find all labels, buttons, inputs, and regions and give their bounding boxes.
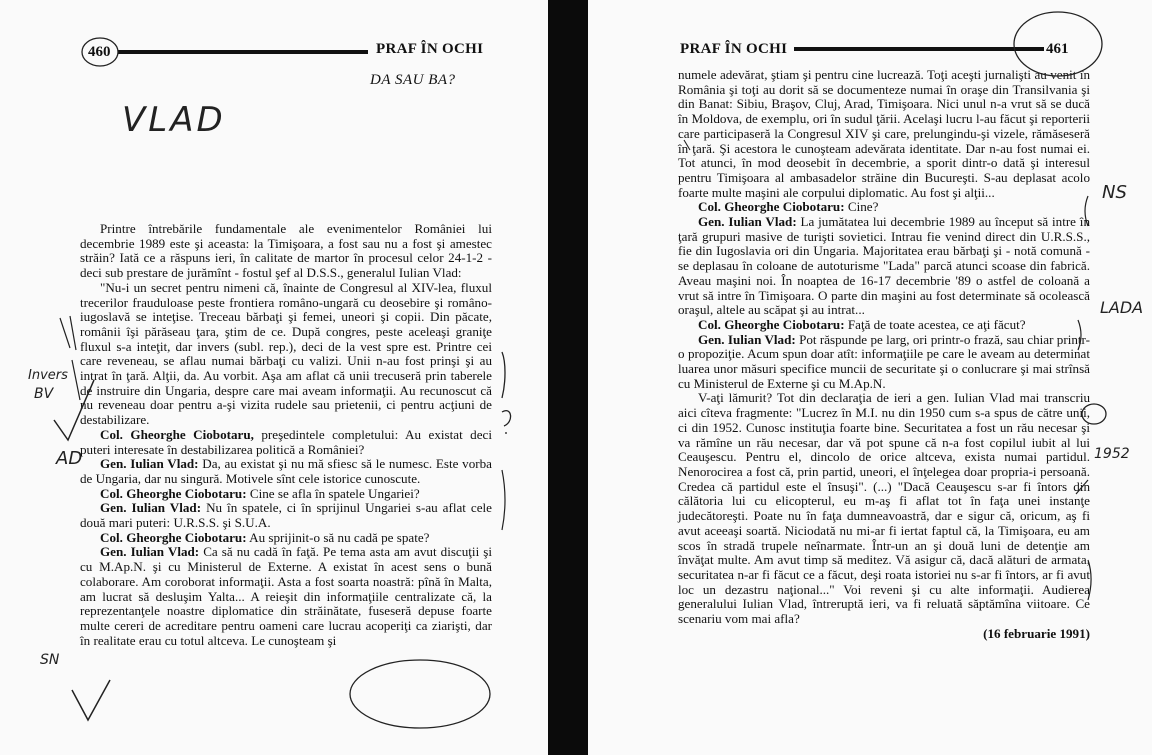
paragraph: Gen. Iulian Vlad: Pot răspunde pe larg, ori printr-o frază, sau chiar printr-o propoziţie. Acum spun doar atît: informaţiile pe care le aveam au determinat luarea unor măsuri specifice muncii de securitate şi o conlucrare şi mai strînsă cu Ministerul de Externe şi cu M.Ap.N. <box>678 331 1090 391</box>
page-number: 460 <box>88 44 111 60</box>
book-spine <box>548 0 588 755</box>
handwritten-note: SN <box>40 652 60 668</box>
header-rule <box>118 50 368 54</box>
running-title: PRAF ÎN OCHI <box>680 41 788 57</box>
left-page <box>0 0 548 755</box>
header-rule <box>794 47 1044 51</box>
paragraph: Gen. Iulian Vlad: Ca să nu cadă în faţă. Pe tema asta am avut discuţii şi cu M.Ap.N. şi cu Ministerul de Externe. A existat în acest sens o bună colaborare. Am coroborat informaţii. Asta a fost soarta noastră: pînă în Malta, am lucrat să desluşim Yalta... A reieşit din informaţiile centralizate că, la reprezentanţele noastre diplomatice din străinătate, fuseseră depuse foarte multe cereri de acreditare pentru oameni care lucrau acoperiţi ca ziarişti, dar în realitate erau cu totul altceva. Le cunoşteam şi <box>80 544 492 648</box>
handwritten-note: AD <box>56 448 83 469</box>
paragraph: Col. Gheorghe Ciobotaru: Faţă de toate acestea, ce aţi făcut? <box>698 316 1026 332</box>
paragraph: V-aţi lămurit? Tot din declaraţia de ieri a gen. Iulian Vlad mai transcriu aici cîteva fragmente: "Lucrez în M.I. nu din 1950 cum s-a spus de către unii, ci din 1952. Cunosc instituţia foarte bine. Securitatea a fost un rău necesar şi va rămîne un rău necesar, dar vă pot spune că n-a fost copilul iubit al lui Ceauşescu. Pentru el, dincolo de orice altceva, exista numai partidul. Nenorocirea a fost că, prin partid, uneori, el înţelegea doar propria-i persoană. Credea că partidul este el însuşi". (...) "Dacă Ceauşescu s-ar fi întors din călătoria lui cu elicopterul, eu m-aş fi aflat tot în faţa unei instanţe judecătoreşti. Poate nu în faţa dumneavoastră, dar e sigur că, oricum, aş fi avut aceeaşi soartă. Niciodată nu mi-ar fi iertat faptul că, la Timişoara, eu am scos în stradă trupele neînarmate. Într-un an şi două luni de detenţie am învăţat multe. Am avut timp să meditez. Vă asigur că, dacă alături de armata, securitatea n-ar fi făcut ce a făcut, deşi roata istoriei nu s-ar fi întors, ar fi avut loc un dezastru naţional..." Voi reveni şi cu alte informaţii. Audierea generalului Iulian Vlad, întreruptă ieri, va fi reluată săptămîna viitoare. Ce scenariu vom mai afla? <box>678 390 1090 627</box>
paragraph: Gen. Iulian Vlad: La jumătatea lui decembrie 1989 au început să intre în ţară grupuri masive de turişti sovietici. Intrau fie venind direct din U.R.S.S., fie din Iugoslavia ori din Ungaria. Majoritatea erau bărbaţi şi - notă comună - se deplasau în coloane de autoturisme "Lada" parcă atunci scoase din fabrică. Aveau maşini noi. În noaptea de 16-17 decembrie '89 o astfel de coloană a vrut să intre în Timişoara. O parte din maşini au fost determinate să ocolească oraşul, altele au scăpat şi au intrat... <box>678 214 1090 318</box>
paragraph: Printre întrebările fundamentale ale evenimentelor României lui decembrie 1989 este şi aceasta: la Timişoara, a fost sau nu a fost şi amestec străin? Iată ce a răspuns ieri, în calitate de martor în procesul celor 24-1-2 - deci sub prestare de jurămînt - fostul şef al D.S.S., generalul Iulian Vlad: <box>80 221 492 281</box>
handwritten-note: LADA <box>1100 298 1144 317</box>
paragraph: Col. Gheorghe Ciobotaru, preşedintele completului: Au existat deci puteri interesate în destabilizarea politică a României? <box>80 426 492 457</box>
running-title: PRAF ÎN OCHI <box>376 41 484 57</box>
right-article-column <box>678 68 1090 641</box>
article-subtitle: DA SAU BA? <box>370 72 456 88</box>
paragraph: Gen. Iulian Vlad: Nu în spatele, ci în sprijinul Ungariei s-au aflat cele două mari puteri: U.R.S.S. şi S.U.A. <box>80 500 492 531</box>
paragraph: Gen. Iulian Vlad: Da, au existat şi nu mă sfiesc să le numesc. Este vorba de Ungaria, dar nu singură. Motivele sînt cele istorice cunoscute. <box>80 456 492 486</box>
date-line: (16 februarie 1991) <box>983 625 1090 641</box>
paragraph: "Nu-i un secret pentru nimeni că, înainte de Congresul al XIV-lea, fluxul trecerilor frauduloase peste frontiera româno-ungară cu deosebire şi româno-iugoslavă se inteţise. Treceau bărbaţi şi femei, uneori şi copii. Din păcate, românii îşi părăseau ţara, ştim de ce. După congres, peste aceleaşi graniţe fluxul s-a inteţit, dar invers (subl. rep.), deci de la vest spre est. Printre cei care reveneau, se aflau numai bărbaţi cu valizi. Unii n-au fost prinşi şi au intrat în ţară. Alţii, da. Au vorbit. Aşa am aflat că unii trecuseră prin taberele de instruire din Ungaria, despre care mai aveam informaţii. Au recunoscut că nu reveneau doar pentru a-şi vizita rudele sau prietenii, ci pentru acţiuni de destabilizare. <box>80 279 492 428</box>
handwritten-note: BV <box>34 386 54 402</box>
paragraph: numele adevărat, ştiam şi pentru cine lucrează. Toţi aceşti jurnalişti au venit în România şi toţi au dorit să se documenteze numai în oraşe din Transilvania şi din Banat: Sibiu, Braşov, Cluj, Arad, Timişoara. Nici unul n-a vrut să se ducă în Moldova, de exemplu, ori în sudul ţării. Acelaşi lucru l-au făcut şi reporterii care participaseră la Congresul XIV şi care, prelungindu-şi vizele, rămăseseră în ţară. Şi acestora le cunoşteam adevărata identitate. Dar n-au fost numai ei. Tot atunci, în mod deosebit în decembrie, a sporit dintr-o dată şi interesul pentru Timişoara al ambasadelor străine din Bucureşti. S-au deplasat acolo foarte multe maşini ale corpului diplomatic. Au fost şi alţii... <box>678 67 1090 200</box>
paragraph: Col. Gheorghe Ciobotaru: Cine se afla în spatele Ungariei? <box>100 485 420 501</box>
handwritten-note: Invers <box>28 368 68 383</box>
paragraph: Col. Gheorghe Ciobotaru: Au sprijinit-o să nu cadă pe spate? <box>100 529 430 545</box>
right-page <box>588 0 1152 755</box>
paragraph: Col. Gheorghe Ciobotaru: Cine? <box>698 199 879 215</box>
handwritten-note: NS <box>1102 182 1127 203</box>
handwritten-note: 1952 <box>1094 446 1130 462</box>
page-number: 461 <box>1046 41 1069 57</box>
handwritten-name: VLAD <box>122 100 226 140</box>
left-article-column <box>80 222 492 648</box>
